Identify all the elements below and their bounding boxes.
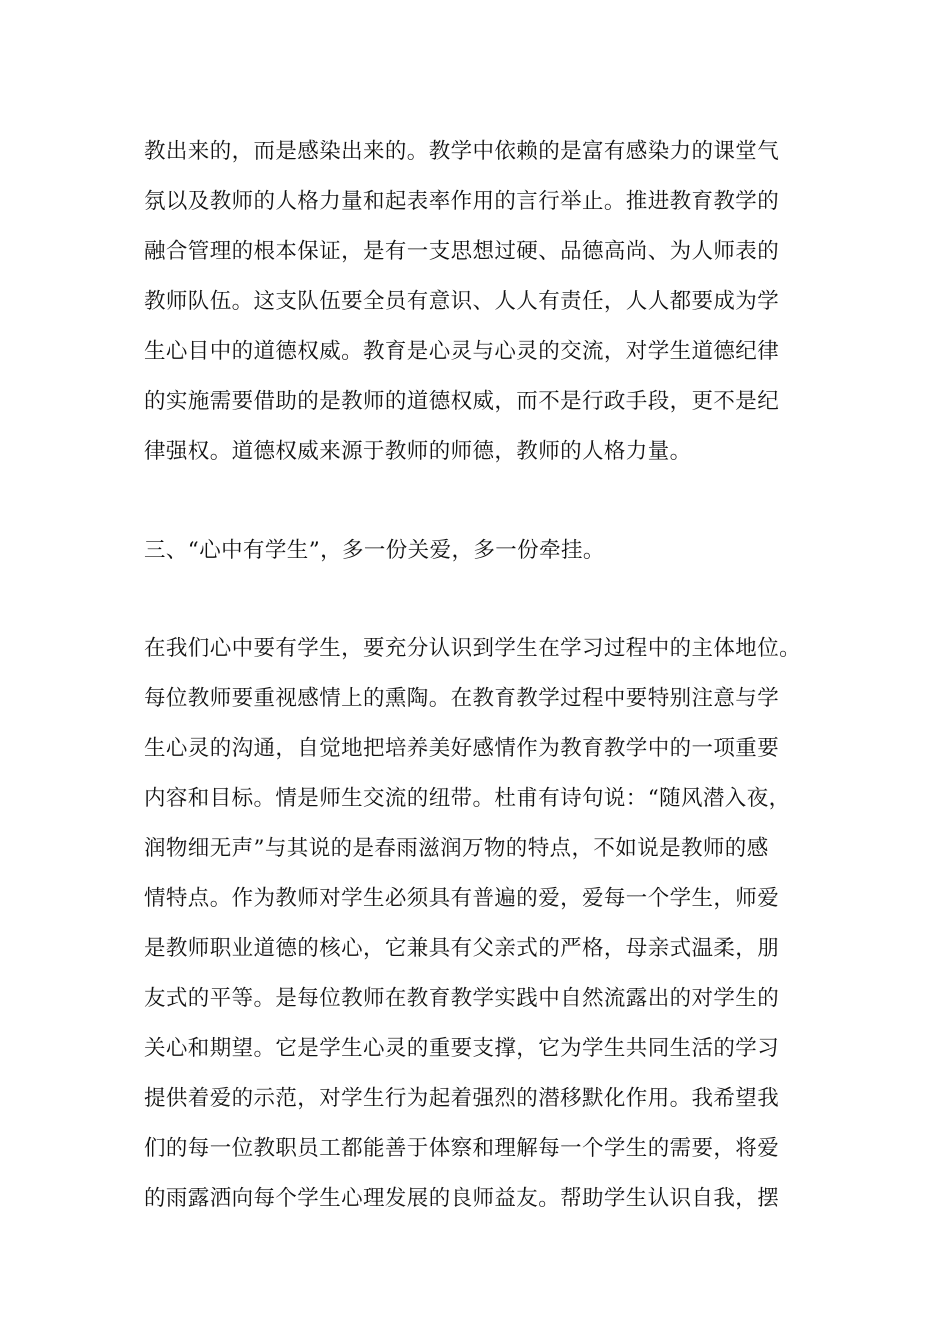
paragraph-2-line-4: 内容和目标。情是师生交流的纽带。杜甫有诗句说：“随风潜入夜， bbox=[144, 786, 791, 811]
paragraph-2-line-5: 润物细无声”与其说的是春雨滋润万物的特点，不如说是教师的感 bbox=[144, 836, 769, 861]
paragraph-2-line-10: 提供着爱的示范，对学生行为起着强烈的潜移默化作用。我希望我 bbox=[144, 1086, 780, 1111]
paragraph-2-line-1: 在我们心中要有学生，要充分认识到学生在学习过程中的主体地位。 bbox=[144, 636, 802, 661]
section-heading-3: 三、“心中有学生”，多一份关爱，多一份牵挂。 bbox=[144, 538, 605, 563]
paragraph-1-line-5: 生心目中的道德权威。教育是心灵与心灵的交流，对学生道德纪律 bbox=[144, 339, 780, 364]
paragraph-1-line-6: 的实施需要借助的是教师的道德权威，而不是行政手段，更不是纪 bbox=[144, 389, 780, 414]
paragraph-2-line-12: 的雨露洒向每个学生心理发展的良师益友。帮助学生认识自我，摆 bbox=[144, 1186, 780, 1211]
paragraph-2-line-2: 每位教师要重视感情上的熏陶。在教育教学过程中要特别注意与学 bbox=[144, 686, 780, 711]
paragraph-1-line-7: 律强权。道德权威来源于教师的师德，教师的人格力量。 bbox=[144, 439, 692, 464]
paragraph-2-line-3: 生心灵的沟通，自觉地把培养美好感情作为教育教学中的一项重要 bbox=[144, 736, 780, 761]
paragraph-2-line-8: 友式的平等。是每位教师在教育教学实践中自然流露出的对学生的 bbox=[144, 986, 780, 1011]
paragraph-1-line-2: 氛以及教师的人格力量和起表率作用的言行举止。推进教育教学的 bbox=[144, 189, 780, 214]
paragraph-1-line-3: 融合管理的根本保证，是有一支思想过硬、品德高尚、为人师表的 bbox=[144, 239, 780, 264]
paragraph-1-line-4: 教师队伍。这支队伍要全员有意识、人人有责任，人人都要成为学 bbox=[144, 289, 780, 314]
paragraph-2-line-7: 是教师职业道德的核心，它兼具有父亲式的严格，母亲式温柔，朋 bbox=[144, 936, 780, 961]
paragraph-2-line-11: 们的每一位教职员工都能善于体察和理解每一个学生的需要，将爱 bbox=[144, 1136, 780, 1161]
paragraph-1-line-1: 教出来的，而是感染出来的。教学中依赖的是富有感染力的课堂气 bbox=[144, 139, 780, 164]
paragraph-2-line-9: 关心和期望。它是学生心灵的重要支撑，它为学生共同生活的学习 bbox=[144, 1036, 780, 1061]
paragraph-2-line-6: 情特点。作为教师对学生必须具有普遍的爱，爱每一个学生，师爱 bbox=[144, 886, 780, 911]
